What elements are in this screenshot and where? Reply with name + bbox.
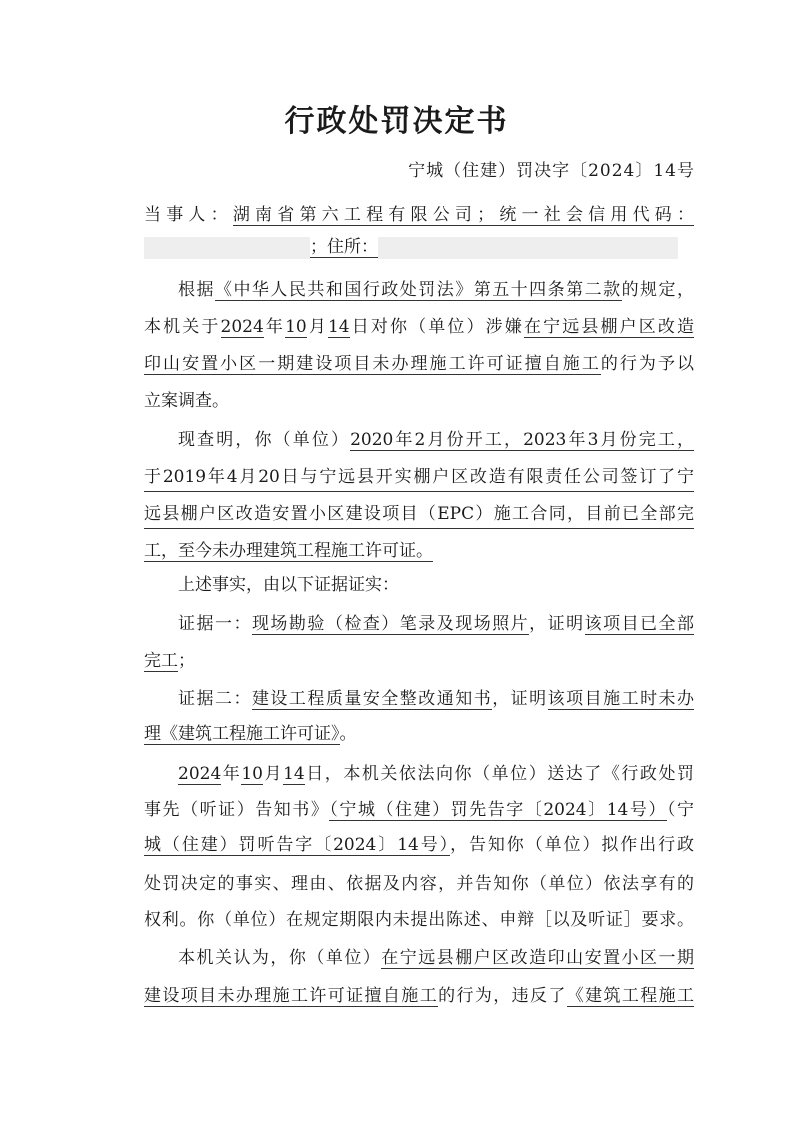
- evidence-proof: 该项目施工时未办: [547, 689, 694, 709]
- text-span: 年: [221, 764, 242, 784]
- text-span: 日，本机关依法向你（单位）送达了《行政处罚: [304, 764, 694, 784]
- text-span: ；: [178, 651, 195, 671]
- redacted-credit-code: [144, 237, 310, 259]
- party-label: 当事人：: [144, 205, 233, 225]
- evidence-line: [144, 722, 694, 748]
- paragraph-line: 上述事实，由以下证据证实：: [178, 575, 399, 595]
- text-span: 的行为予以: [600, 354, 694, 374]
- fact-text: 2020年2月份开工，2023年3月份完工，: [350, 430, 694, 450]
- paragraph-line: 权利。你（单位）在规定期限内未提出陈述、申辩［以及听证］要求。: [144, 910, 694, 930]
- law-reference: 《建筑工程施工: [566, 986, 694, 1006]
- document-number: 宁城（住建）罚决字〔2024〕14号: [408, 161, 695, 181]
- paragraph-line: [144, 352, 694, 378]
- project-name: 在宁远县棚户区改造: [523, 317, 694, 337]
- paragraph-line: [144, 315, 694, 341]
- paragraph-line: 远县棚户区改造安置小区建设项目（EPC）施工合同，目前已全部完: [144, 502, 694, 529]
- text-span: （宁: [666, 800, 694, 820]
- evidence-proof: 该项目已全部: [584, 614, 694, 634]
- text-span: 证据一：: [178, 614, 252, 634]
- paragraph-line: 立案调查。: [144, 391, 229, 411]
- evidence-line: [178, 612, 694, 638]
- date-month: 10: [285, 317, 307, 337]
- document-reference: （宁城（住建）罚先告字〔2024〕14号）: [329, 800, 667, 820]
- paragraph-line: [144, 833, 694, 859]
- evidence-name: 建设工程质量安全整改通知书: [251, 689, 493, 709]
- evidence-line: [144, 649, 694, 675]
- paragraph-line: [144, 539, 694, 565]
- text-span: 事先（听证）告知书》: [144, 800, 330, 820]
- text-span: 。: [339, 724, 357, 744]
- text-span: 的规定，: [621, 280, 694, 300]
- text-span: 证据二：: [178, 689, 252, 709]
- evidence-line: [178, 687, 694, 713]
- text-span: 根据: [178, 280, 215, 300]
- text-span: 本机关认为，你（单位）: [178, 948, 382, 968]
- date-day: 14: [327, 317, 350, 337]
- date-day: 14: [283, 764, 305, 784]
- text-span: ，告知你（单位）拟作出行政: [450, 835, 694, 855]
- paragraph-line: [144, 984, 694, 1010]
- paragraph-line: [144, 798, 694, 824]
- paragraph-line: [178, 428, 694, 454]
- paragraph-line: 处罚决定的事实、理由、依据及内容，并告知你（单位）依法享有的: [144, 874, 694, 894]
- text-span: 现查明，你（单位）: [178, 430, 351, 450]
- address-label: ；住所：: [310, 237, 378, 257]
- party-line: [144, 203, 694, 229]
- date-month: 10: [241, 764, 263, 784]
- address-line: [144, 235, 694, 261]
- text-span: 本机关于: [144, 317, 221, 337]
- document-title: 行政处罚决定书: [284, 104, 509, 139]
- project-name: 建设项目未办理施工许可证擅自施工: [144, 986, 439, 1006]
- paragraph-line: 于2019年4月20日与宁远县开实棚户区改造有限责任公司签订了宁: [144, 465, 694, 492]
- text-span: ，证明: [492, 689, 548, 709]
- law-reference: 《中华人民共和国行政处罚法》第五十四条第二款: [214, 280, 622, 300]
- text-span: 的行为，违反了: [438, 986, 567, 1006]
- party-name: 湖南省第六工程有限公司；: [232, 205, 495, 225]
- paragraph-line: [178, 278, 694, 304]
- redacted-address: [378, 237, 678, 259]
- project-name: 印山安置小区一期建设项目未办理施工许可证擅自施工: [144, 354, 601, 374]
- date-year: 2024: [220, 317, 264, 337]
- credit-code-label: 统一社会信用代码：: [494, 205, 694, 225]
- evidence-proof: 完工: [144, 651, 178, 671]
- text-span: ，证明: [529, 614, 585, 634]
- project-name: 在宁远县棚户区改造印山安置小区一期: [381, 948, 694, 968]
- document-reference: 城（住建）罚听告字〔2024〕14号）: [144, 835, 451, 855]
- paragraph-line: [178, 762, 694, 788]
- evidence-proof: 理《建筑工程施工许可证》: [144, 724, 340, 744]
- text-span: 日对你（单位）涉嫌: [349, 317, 524, 337]
- text-span: 年: [263, 317, 286, 337]
- paragraph-line: [178, 946, 694, 972]
- evidence-name: 现场勘验（检查）笔录及现场照片: [251, 614, 530, 634]
- fact-text: 工，至今未办理建筑工程施工许可证。: [144, 541, 433, 561]
- text-span: 月: [306, 317, 328, 337]
- text-span: 月: [262, 764, 284, 784]
- date-year: 2024: [178, 764, 222, 784]
